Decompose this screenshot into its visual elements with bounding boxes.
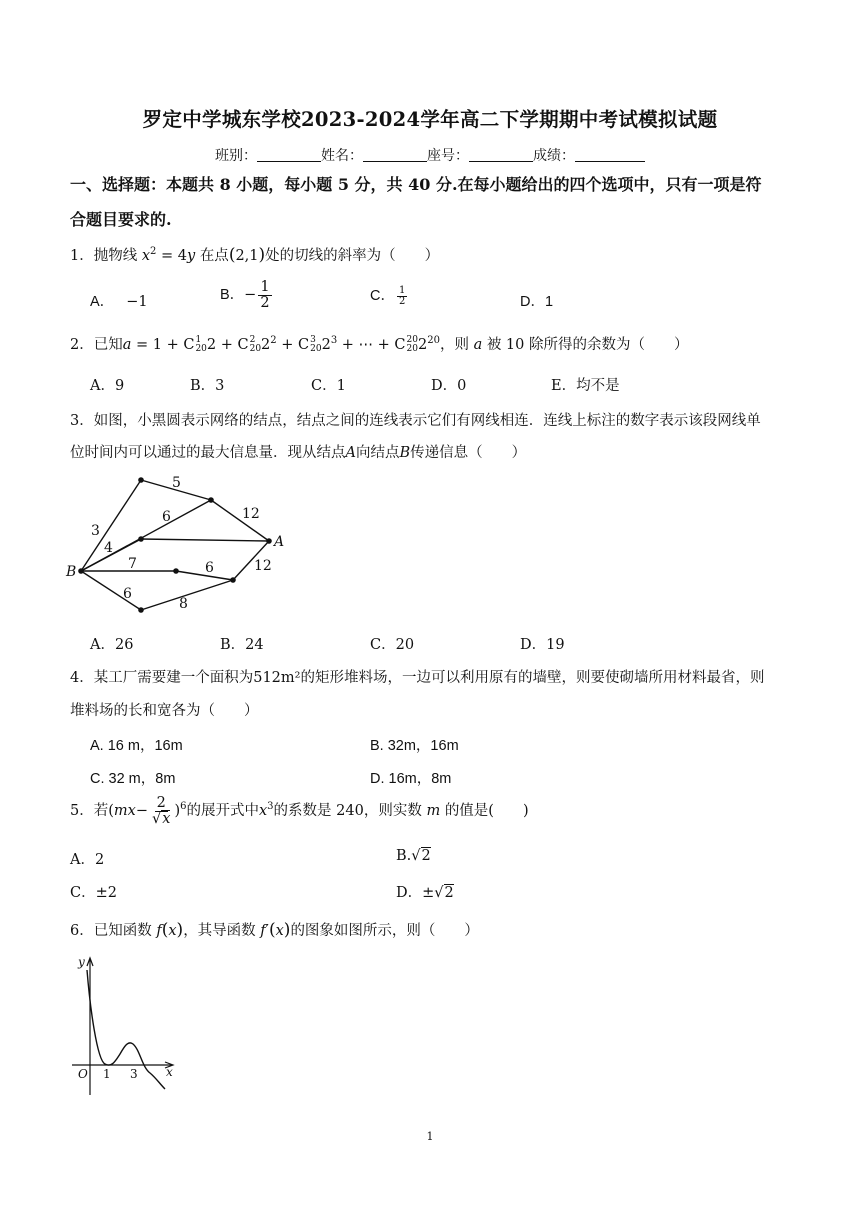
tick-label-3: 3 (130, 1067, 138, 1081)
q3-option-a[interactable]: A．26 (90, 637, 134, 653)
tick-label-1: 1 (103, 1067, 111, 1081)
derivative-curve (87, 970, 165, 1089)
q2-option-d[interactable]: D．0 (431, 378, 467, 394)
q2-option-a[interactable]: A．9 (90, 378, 125, 394)
q2-option-e[interactable]: E．均不是 (551, 378, 620, 394)
q4-option-d[interactable]: D. 16m，8m (370, 771, 452, 787)
q4-option-c[interactable]: C. 32 m，8m (90, 771, 176, 787)
q3-option-b[interactable]: B．24 (220, 637, 264, 653)
question-2: 2．已知a = 1 + C 1 20 2 + C 2 20 $2^2 + C$ 3 20 $2^3$ + ⋯ + C 20 20 $2^{20}$，则 a 被 10 除所得的余数为（ ） (70, 335, 689, 354)
node-label-b: B (66, 564, 77, 580)
edge-label: 12 (242, 506, 260, 522)
q2-option-c[interactable]: C．1 (311, 378, 346, 394)
edge-label: 8 (179, 596, 188, 612)
origin-label: O (78, 1067, 88, 1081)
page-number: 1 (426, 1130, 434, 1143)
section-heading: 一、选择题：本题共 8 小题，每小题 5 分，共 40 分.在每小题给出的四个选项中，只有一项是符 (70, 175, 762, 194)
name-label: 姓名： (321, 148, 363, 164)
class-label: 班别： (215, 148, 257, 164)
q3-option-c[interactable]: C．20 (370, 637, 415, 653)
edge-label: 3 (91, 523, 100, 539)
question-6: 6．已知函数 f(x)，其导函数 f′(x)的图象如图所示，则（ ） (70, 920, 479, 940)
seat-blank[interactable] (469, 147, 533, 162)
edge-label: 4 (104, 540, 113, 556)
seat-label: 座号： (427, 148, 469, 164)
q4-option-b[interactable]: B. 32m，16m (370, 738, 459, 754)
edge-label: 6 (162, 509, 171, 525)
score-label: 成绩： (533, 148, 575, 164)
q1-option-a[interactable]: A． −1 (90, 294, 148, 310)
q3-option-d[interactable]: D．19 (520, 637, 565, 653)
class-blank[interactable] (257, 147, 321, 162)
network-diagram (62, 470, 292, 620)
node-b (78, 568, 84, 574)
question-5: 5．若(mx− $\frac{2}{√x}$ )$^6$的展开式中$x^3$的系数是 240，则实数 m 的值是( ) (70, 795, 529, 827)
student-info-line (0, 145, 860, 165)
edge-label: 5 (172, 475, 181, 491)
question-1: 1．抛物线 $x^2 = 4y$ 在点(2,1)处的切线的斜率为（ ） (70, 245, 440, 265)
node-a (266, 538, 272, 544)
edge-label: 6 (205, 560, 214, 576)
name-blank[interactable] (363, 147, 427, 162)
score-blank[interactable] (575, 147, 645, 162)
q1-option-c[interactable]: C． $\frac{1}{2}$ (370, 284, 406, 307)
derivative-graph (70, 952, 190, 1097)
question-4-line1: 4．某工厂需要建一个面积为512m²的矩形堆料场，一边可以利用原有的墙壁，则要使砌墙所用材料最省，则 (70, 670, 765, 686)
edge-label: 6 (123, 586, 132, 602)
q5-option-d[interactable]: D．±√2 (396, 885, 454, 901)
node (173, 568, 179, 574)
node (138, 477, 144, 483)
question-3-line1: 3．如图，小黑圆表示网络的结点，结点之间的连线表示它们有网线相连．连线上标注的数字表示该段网线单 (70, 413, 761, 429)
question-4-line2: 堆料场的长和宽各为（ ） (70, 703, 259, 719)
node (138, 536, 144, 542)
q4-option-a[interactable]: A. 16 m，16m (90, 738, 183, 754)
edge-label: 7 (128, 556, 137, 572)
q1-option-d[interactable]: D．1 (520, 294, 554, 310)
node (208, 497, 214, 503)
y-axis-label: y (78, 955, 85, 969)
q5-option-a[interactable]: A．2 (70, 852, 105, 868)
section-heading-cont: 合题目要求的. (70, 210, 172, 229)
node (230, 577, 236, 583)
q5-option-c[interactable]: C．±2 (70, 885, 117, 901)
q2-option-b[interactable]: B．3 (190, 378, 225, 394)
node-label-a: A (274, 534, 285, 550)
page-title: 罗定中学城东学校2023-2024学年高二下学期期中考试模拟试题 (142, 108, 718, 131)
x-axis-label: x (166, 1065, 173, 1079)
question-3-line2: 位时间内可以通过的最大信息量．现从结点A向结点B传递信息（ ） (70, 445, 527, 461)
q1-option-b[interactable]: B．− $\frac{1}{2}$ (220, 279, 270, 311)
node (138, 607, 144, 613)
edge-label: 12 (254, 558, 272, 574)
q5-option-b[interactable]: B.√2 (396, 848, 431, 864)
